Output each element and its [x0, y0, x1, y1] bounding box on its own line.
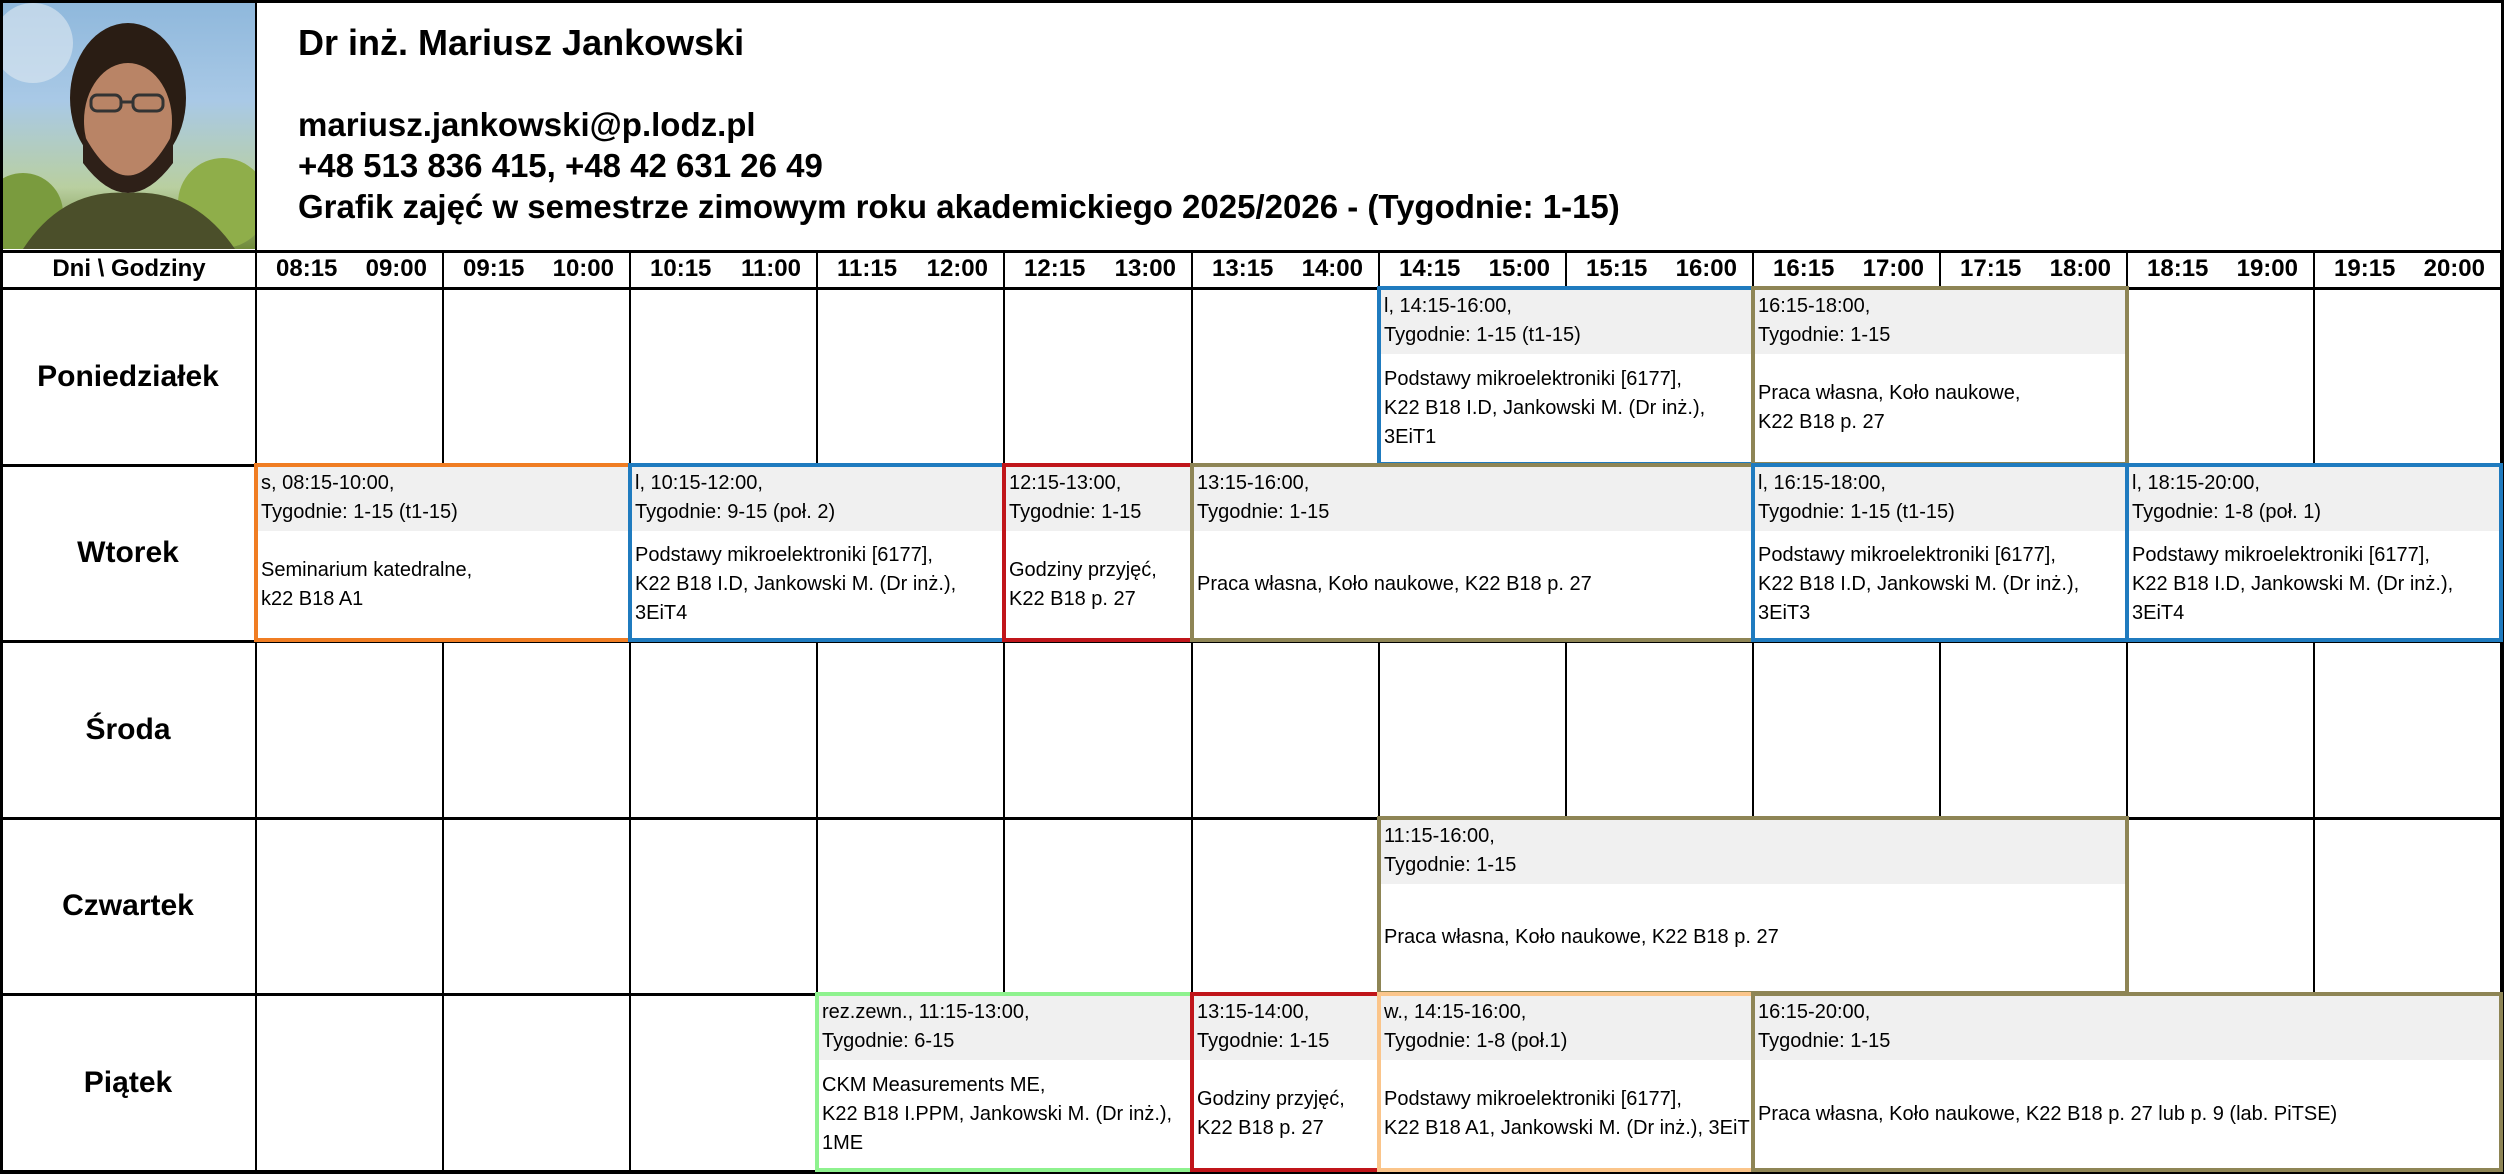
event-header-line: Tygodnie: 6-15 — [822, 1030, 955, 1052]
hour-end: 17:00 — [1862, 255, 1924, 282]
day-label: Poniedziałek — [37, 359, 219, 393]
event-body-line: K22 B18 A1, Jankowski M. (Dr inż.), 3EiT — [1384, 1117, 1750, 1139]
event-header-line: Tygodnie: 1-15 (t1-15) — [1384, 324, 1581, 346]
hour-end: 20:00 — [2423, 255, 2485, 282]
event-header-line: 12:15-13:00, — [1009, 472, 1122, 494]
event-body-line: Seminarium katedralne, — [261, 558, 473, 581]
event-body-line: Godziny przyjęć, — [1197, 1088, 1345, 1110]
hour-end: 19:00 — [2236, 255, 2298, 282]
event-header — [632, 467, 1002, 531]
grid-vline — [629, 250, 631, 1174]
event-header-line: w., 14:15-16:00, — [1384, 1001, 1527, 1023]
hour-header — [1004, 250, 1192, 288]
hour-start: 13:15 — [1212, 255, 1274, 282]
hour-end: 18:00 — [2049, 255, 2111, 282]
hour-header — [817, 250, 1004, 288]
schedule-event[interactable] — [254, 463, 632, 642]
hour-end: 12:00 — [926, 255, 988, 282]
event-body-line: 3EiT1 — [1384, 425, 1437, 448]
teacher-name: Dr inż. Mariusz Jankowski — [298, 22, 745, 63]
hour-start: 15:15 — [1586, 255, 1648, 282]
event-header-line: rez.zewn., 11:15-13:00, — [822, 1001, 1030, 1023]
grid-vline — [442, 250, 444, 1174]
event-header-line: Tygodnie: 1-8 (poł.1) — [1384, 1030, 1568, 1052]
hour-header — [1379, 250, 1566, 288]
hour-header — [1566, 250, 1753, 288]
event-body-line: K22 B18 p. 27 — [1009, 587, 1136, 610]
event-body-line: Podstawy mikroelektroniki [6177], — [1384, 367, 1682, 390]
event-header-line: l, 10:15-12:00, — [635, 472, 763, 494]
event-body-line: K22 B18 p. 27 — [1758, 411, 1885, 433]
event-header — [1755, 996, 2499, 1060]
event-header — [1755, 290, 2125, 354]
schedule-event[interactable] — [2125, 463, 2503, 642]
event-header-line: l, 18:15-20:00, — [2132, 472, 2260, 494]
event-header — [1381, 996, 1751, 1060]
event-header-line: Tygodnie: 1-15 (t1-15) — [1758, 501, 1955, 523]
event-body — [1755, 531, 2125, 638]
event-header-line: Tygodnie: 1-15 (t1-15) — [261, 501, 458, 523]
event-header-line: 16:15-20:00, — [1758, 1001, 1871, 1023]
event-body-line: K22 B18 I.D, Jankowski M. (Dr inż.), — [635, 573, 957, 595]
hour-end: 11:00 — [740, 255, 801, 282]
day-label: Wtorek — [77, 536, 179, 569]
hour-header — [443, 250, 630, 288]
event-body-line: Praca własna, Koło naukowe, — [1758, 382, 2021, 404]
event-body-line: K22 B18 I.D, Jankowski M. (Dr inż.), — [1758, 573, 2080, 595]
hour-start: 17:15 — [1960, 255, 2022, 282]
event-body-line: Podstawy mikroelektroniki [6177], — [1384, 1088, 1682, 1110]
schedule-title: Grafik zajęć w semestrze zimowym roku akademickiego 2025/2026 - (Tygodnie: 1-15) — [298, 188, 1620, 225]
hour-start: 10:15 — [650, 255, 712, 282]
day-label: Czwartek — [62, 889, 194, 922]
event-body — [1006, 531, 1190, 638]
schedule-event[interactable] — [1377, 286, 1755, 466]
event-body-line: 3EiT4 — [2132, 602, 2185, 624]
hour-start: 12:15 — [1024, 255, 1086, 282]
schedule-event[interactable] — [628, 463, 1006, 642]
event-body — [1755, 354, 2125, 462]
hour-header — [630, 250, 817, 288]
event-body-line: K22 B18 I.PPM, Jankowski M. (Dr inż.), — [822, 1102, 1173, 1125]
event-body-line: Praca własna, Koło naukowe, K22 B18 p. 27 — [1197, 573, 1592, 595]
event-body — [632, 531, 1002, 638]
event-body-line: K22 B18 I.D, Jankowski M. (Dr inż.), — [2132, 573, 2454, 595]
event-header-line: Tygodnie: 1-15 — [1197, 501, 1330, 523]
event-header — [819, 996, 1190, 1060]
event-header — [1381, 290, 1751, 354]
hour-header — [2127, 250, 2314, 288]
hour-start: 16:15 — [1773, 255, 1835, 282]
event-header-line: Tygodnie: 9-15 (poł. 2) — [635, 501, 836, 523]
event-header — [1006, 467, 1190, 531]
event-body — [1381, 1060, 1751, 1168]
event-body-line: K22 B18 p. 27 — [1197, 1117, 1324, 1139]
event-body-line: CKM Measurements ME, — [822, 1073, 1046, 1096]
event-header-line: Tygodnie: 1-15 — [1009, 501, 1142, 523]
event-body — [2129, 531, 2499, 638]
event-body-line: Podstawy mikroelektroniki [6177], — [635, 544, 933, 566]
hour-end: 16:00 — [1675, 255, 1737, 282]
event-body-line: Podstawy mikroelektroniki [6177], — [2132, 544, 2430, 566]
hour-start: 09:15 — [463, 255, 525, 282]
schedule-event[interactable] — [1190, 992, 1381, 1172]
event-header-line: Tygodnie: 1-15 — [1758, 1030, 1891, 1052]
corner-label-text: Dni \ Godziny — [52, 255, 206, 282]
event-header-line: 11:15-16:00, — [1384, 825, 1495, 847]
event-header — [1755, 467, 2125, 531]
schedule-event[interactable] — [1751, 463, 2129, 642]
day-label: Piątek — [83, 1065, 173, 1099]
event-body — [819, 1060, 1190, 1168]
event-header-line: 16:15-18:00, — [1758, 295, 1871, 317]
event-body — [258, 531, 628, 638]
event-header — [2129, 467, 2499, 531]
event-body-line: Praca własna, Koło naukowe, K22 B18 p. 27 lub p. 9 (lab. PiTSE) — [1758, 1102, 2338, 1125]
hour-end: 13:00 — [1114, 255, 1176, 282]
portrait-photo — [3, 3, 255, 249]
schedule-event[interactable] — [1002, 463, 1194, 642]
hour-start: 14:15 — [1399, 255, 1461, 282]
schedule-event[interactable] — [1751, 286, 2129, 466]
event-header-line: 13:15-14:00, — [1197, 1001, 1310, 1023]
event-header-line: Tygodnie: 1-15 — [1758, 324, 1891, 346]
hour-end: 14:00 — [1301, 255, 1363, 282]
schedule-event[interactable] — [1377, 992, 1755, 1172]
event-header-line: l, 14:15-16:00, — [1384, 295, 1512, 317]
event-body-line: 3EiT4 — [635, 602, 688, 624]
schedule-event[interactable] — [815, 992, 1194, 1172]
event-body — [1381, 354, 1751, 462]
hour-start: 18:15 — [2147, 255, 2209, 282]
event-body — [1381, 884, 2125, 991]
event-body-line: Godziny przyjęć, — [1009, 558, 1157, 581]
hour-start: 11:15 — [837, 255, 898, 282]
event-body — [1755, 1060, 2499, 1168]
event-body — [1194, 531, 1751, 638]
event-header-line: l, 16:15-18:00, — [1758, 472, 1886, 494]
schedule-event[interactable] — [1751, 992, 2503, 1172]
event-body — [1194, 1060, 1377, 1168]
corner-label — [3, 250, 255, 288]
event-body-line: Podstawy mikroelektroniki [6177], — [1758, 544, 2056, 566]
event-header — [1194, 467, 1751, 531]
hour-header — [256, 250, 443, 288]
hour-header — [2314, 250, 2501, 288]
hour-start: 08:15 — [276, 255, 338, 282]
day-label: Środa — [85, 712, 171, 746]
event-header-line: Tygodnie: 1-15 — [1384, 854, 1517, 876]
event-header-line: Tygodnie: 1-8 (poł. 1) — [2132, 501, 2321, 523]
event-body-line: K22 B18 I.D, Jankowski M. (Dr inż.), — [1384, 396, 1706, 419]
event-body-line: 3EiT3 — [1758, 602, 1811, 624]
event-header — [1194, 996, 1377, 1060]
photo-divider — [255, 0, 257, 250]
event-header-line: Tygodnie: 1-15 — [1197, 1030, 1330, 1052]
event-body-line: Praca własna, Koło naukowe, K22 B18 p. 27 — [1384, 926, 1779, 948]
event-header-line: s, 08:15-10:00, — [261, 472, 395, 494]
hour-end: 09:00 — [365, 255, 427, 282]
schedule-event[interactable] — [1377, 816, 2129, 995]
event-header — [258, 467, 628, 531]
phone-text: +48 513 836 415, +48 42 631 26 49 — [298, 147, 823, 184]
event-header-line: 13:15-16:00, — [1197, 472, 1310, 494]
hour-header — [1753, 250, 1940, 288]
hour-end: 10:00 — [552, 255, 614, 282]
hour-header — [1192, 250, 1379, 288]
hour-start: 19:15 — [2334, 255, 2396, 282]
schedule-event[interactable] — [1190, 463, 1755, 642]
email-text: mariusz.jankowski@p.lodz.pl — [298, 106, 756, 143]
event-body-line: 1ME — [822, 1131, 864, 1154]
event-header — [1381, 820, 2125, 884]
hour-header — [1940, 250, 2127, 288]
hour-end: 15:00 — [1488, 255, 1550, 282]
event-body-line: k22 B18 A1 — [261, 587, 364, 610]
